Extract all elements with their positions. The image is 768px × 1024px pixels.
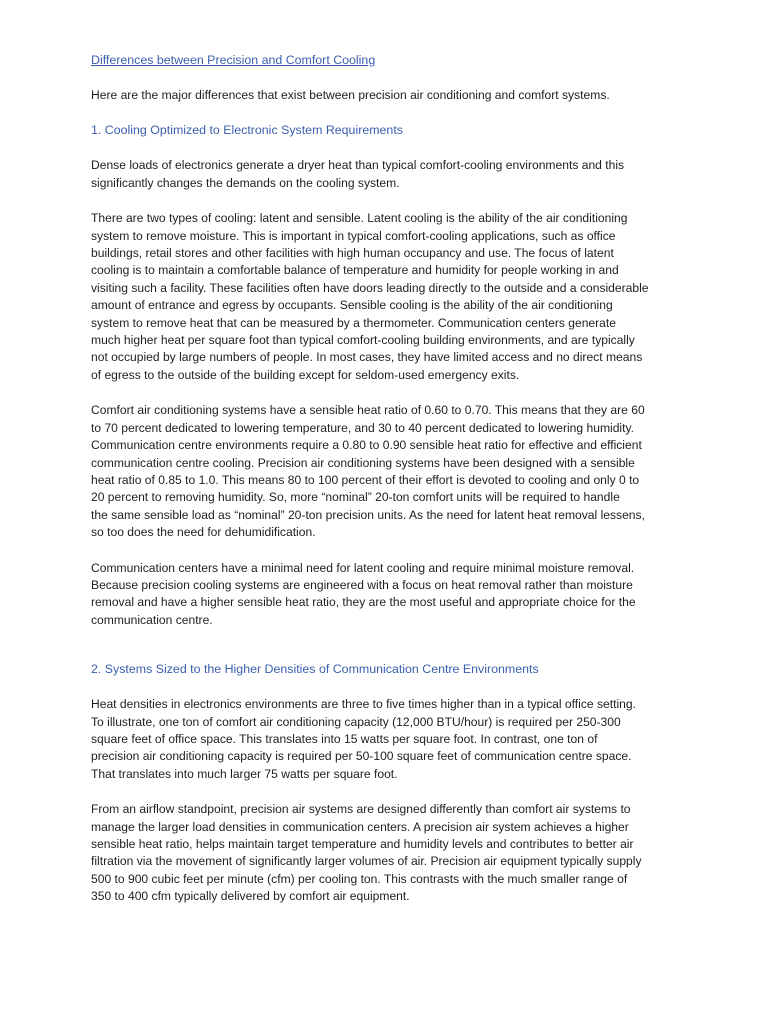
section-2-paragraph-2: From an airflow standpoint, precision air systems are designed differently than comfort air systems to manage the larger load densities in communication centers. A precision air system achieves a higher sensible heat ratio, helps maintain target temperature and humidity levels and contributes to better air filtration via the movement of significantly larger volumes of air. Precision air equipment typically supply 500 to 900 cubic feet per minute (cfm) per cooling ton. This contrasts with the much smaller range of 350 to 400 cfm typically delivered by comfort air equipment. — [91, 802, 642, 904]
section-1-paragraph-1: Dense loads of electronics generate a dryer heat than typical comfort-cooling environments and this significantly changes the demands on the cooling system. — [91, 158, 625, 190]
section-1-paragraph-4: Communication centers have a minimal need for latent cooling and require minimal moisture removal. Because precision cooling systems are engineered with a focus on heat removal rather than moisture removal and have a higher sensible heat ratio, they are the most useful and appropriate choice for the communication centre. — [91, 560, 636, 627]
section-1-paragraph-3: Comfort air conditioning systems have a sensible heat ratio of 0.60 to 0.70. This means that they are 60 to 70 percent dedicated to lowering temperature, and 30 to 40 percent dedicated to lowering humidity. Communication centre environments require a 0.80 to 0.90 sensible heat ratio for effective and efficient communication centre cooling. Precision air conditioning systems have been designed with a sensible heat ratio of 0.85 to 1.0. This means 80 to 100 percent of their effort is devoted to cooling and only 0 to 20 percent to removing humidity. So, more “nominal” 20-ton comfort units will be required to handle the same sensible load as “nominal” 20-ton precision units. As the need for latent heat removal lessens, so too does the need for dehumidification. — [91, 403, 645, 540]
section-2-paragraph-1: Heat densities in electronics environments are three to five times higher than in a typical office setting. To illustrate, one ton of comfort air conditioning capacity (12,000 BTU/hour) is required per 250-300 square feet of office space. This translates into 15 watts per square foot. In contrast, one ton of precision air conditioning capacity is required per 50-100 square feet of communication centre space. That translates into much larger 75 watts per square foot. — [91, 697, 636, 781]
document-title: Differences between Precision and Comfort Cooling — [91, 53, 376, 67]
section-2-heading: 2. Systems Sized to the Higher Densities of Communication Centre Environments — [91, 662, 539, 677]
section-1-paragraph-2: There are two types of cooling: latent and sensible. Latent cooling is the ability of the air conditioning system to remove moisture. This is important in typical comfort-cooling applications, such as office buildings, retail stores and other facilities with high human occupancy and use. The focus of latent cooling is to maintain a comfortable balance of temperature and humidity for people working in and visiting such a facility. These facilities often have doors leading directly to the outside and a considerable amount of entrance and egress by occupants. Sensible cooling is the ability of the air conditioning system to remove heat that can be measured by a thermometer. Communication centers generate much higher heat per square foot than typical comfort-cooling building environments, and are typically not occupied by large numbers of people. In most cases, they have limited access and no direct means of egress to the outside of the building except for seldom-used emergency exits. — [91, 211, 649, 382]
intro-paragraph: Here are the major differences that exist between precision air conditioning and comfort systems. — [91, 88, 610, 102]
section-1-heading: 1. Cooling Optimized to Electronic System Requirements — [91, 123, 403, 138]
